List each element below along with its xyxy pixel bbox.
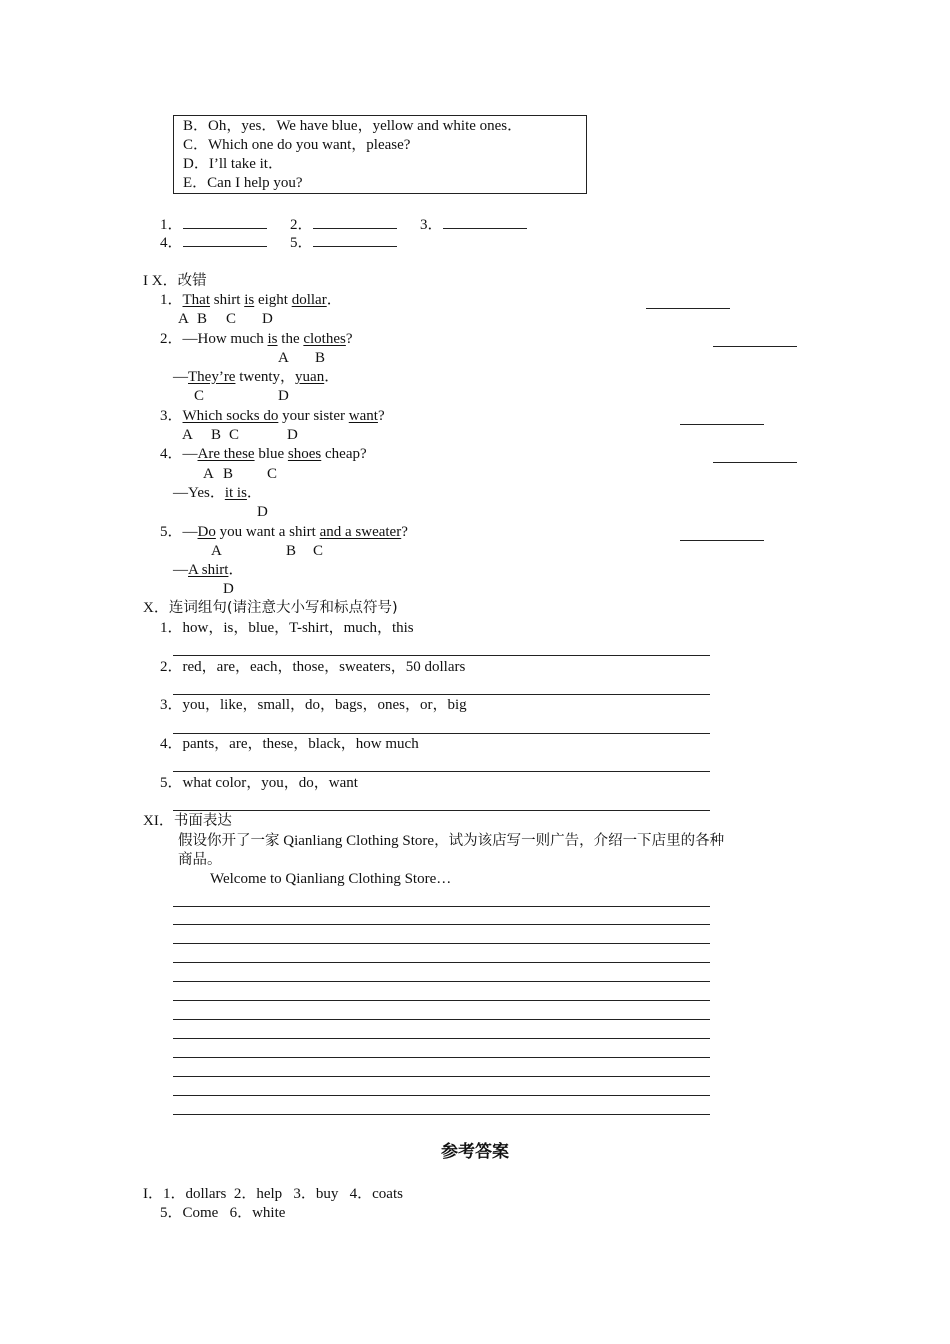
error-item-4-letter-a: A: [203, 466, 214, 482]
answer-blank-2[interactable]: 2．: [290, 215, 397, 235]
error-item-5-reply: —A shirt．: [173, 562, 244, 578]
error-item-4-letter-b: B: [223, 466, 234, 482]
error-item-4-answer-blank[interactable]: [713, 462, 797, 463]
writing-line[interactable]: [173, 1114, 710, 1115]
writing-line[interactable]: [173, 1038, 710, 1039]
error-item-1-letter-d: D: [262, 311, 273, 327]
error-item-5-answer-blank[interactable]: [680, 540, 764, 541]
sentence-item-5: 5．what color，you，do，want: [160, 775, 358, 791]
answer-key-title: 参考答案: [441, 1142, 509, 1162]
writing-line[interactable]: [173, 962, 710, 963]
writing-prompt-line2: 商品。: [178, 852, 222, 868]
error-item-2-letter-b: B: [315, 350, 326, 366]
writing-line[interactable]: [173, 924, 710, 925]
sentence-item-3-answer-line[interactable]: [173, 733, 710, 734]
error-item-4-letter-c: C: [267, 466, 278, 482]
error-item-5-letter-d: D: [223, 581, 234, 597]
sentence-item-3: 3．you，like，small，do，bags，ones，or，big: [160, 697, 467, 713]
error-item-2-letter-c: C: [194, 388, 205, 404]
error-item-2: 2．—How much is the clothes?: [160, 331, 353, 347]
error-item-5: 5．—Do you want a shirt and a sweater?: [160, 524, 408, 540]
error-item-4: 4．—Are these blue shoes cheap?: [160, 446, 367, 462]
sentence-item-1: 1．how，is，blue，T-shirt，much，this: [160, 620, 414, 636]
answer-blank-1[interactable]: 1．: [160, 215, 267, 235]
error-item-4-letter-d: D: [257, 504, 268, 520]
error-item-5-letter-a: A: [211, 543, 222, 559]
sentence-item-4: 4．pants，are，these，black，how much: [160, 736, 419, 752]
error-item-2-reply: —They’re twenty，yuan．: [173, 369, 340, 385]
error-item-3-letter-b: B: [211, 427, 222, 443]
error-item-1-letter-c: C: [226, 311, 237, 327]
writing-line[interactable]: [173, 943, 710, 944]
sentence-item-1-answer-line[interactable]: [173, 655, 710, 656]
section-x-heading: X．连词组句(请注意大小写和标点符号): [143, 600, 398, 616]
answer-blank-4[interactable]: 4．: [160, 233, 267, 253]
answer-blank-3[interactable]: 3．: [420, 215, 527, 235]
error-item-3-answer-blank[interactable]: [680, 424, 764, 425]
error-item-3-letter-a: A: [182, 427, 193, 443]
error-item-1-letter-a: A: [178, 311, 189, 327]
answer-blank-5[interactable]: 5．: [290, 233, 397, 253]
writing-opening: Welcome to Qianliang Clothing Store…: [210, 871, 452, 887]
error-item-4-reply: —Yes．it is．: [173, 485, 262, 501]
writing-line[interactable]: [173, 1000, 710, 1001]
error-item-3: 3．Which socks do your sister want?: [160, 408, 385, 424]
writing-line[interactable]: [173, 906, 710, 907]
section-ix-heading: I X．改错: [143, 273, 207, 289]
error-item-1-letter-b: B: [197, 311, 208, 327]
error-item-5-letter-b: B: [286, 543, 297, 559]
error-item-2-letter-d: D: [278, 388, 289, 404]
error-item-1: 1．That shirt is eight dollar．: [160, 292, 342, 308]
answer-key-line-2: 5．Come 6．white: [160, 1205, 286, 1221]
sentence-item-5-answer-line[interactable]: [173, 810, 710, 811]
sentence-item-2: 2．red，are，each，those，sweaters，50 dollars: [160, 659, 466, 675]
section-xi-heading: XI．书面表达: [143, 813, 232, 829]
error-item-2-answer-blank[interactable]: [713, 346, 797, 347]
writing-prompt: 假设你开了一家 Qianliang Clothing Store，试为该店写一则广告，介绍一下店里的各种: [178, 833, 725, 849]
error-item-5-letter-c: C: [313, 543, 324, 559]
error-item-3-letter-c: C: [229, 427, 240, 443]
dialogue-option-b: B．Oh，yes．We have blue，yellow and white ones．: [183, 118, 523, 134]
writing-line[interactable]: [173, 1019, 710, 1020]
writing-line[interactable]: [173, 1057, 710, 1058]
writing-line[interactable]: [173, 981, 710, 982]
dialogue-option-c: C．Which one do you want，please?: [183, 137, 411, 153]
dialogue-option-d: D．I’ll take it．: [183, 156, 283, 172]
error-item-3-letter-d: D: [287, 427, 298, 443]
writing-line[interactable]: [173, 1095, 710, 1096]
dialogue-option-e: E．Can I help you?: [183, 175, 303, 191]
answer-key-line-1: I．1．dollars 2．help 3．buy 4．coats: [143, 1186, 403, 1202]
sentence-item-4-answer-line[interactable]: [173, 771, 710, 772]
writing-line[interactable]: [173, 1076, 710, 1077]
error-item-2-letter-a: A: [278, 350, 289, 366]
sentence-item-2-answer-line[interactable]: [173, 694, 710, 695]
error-item-1-answer-blank[interactable]: [646, 308, 730, 309]
